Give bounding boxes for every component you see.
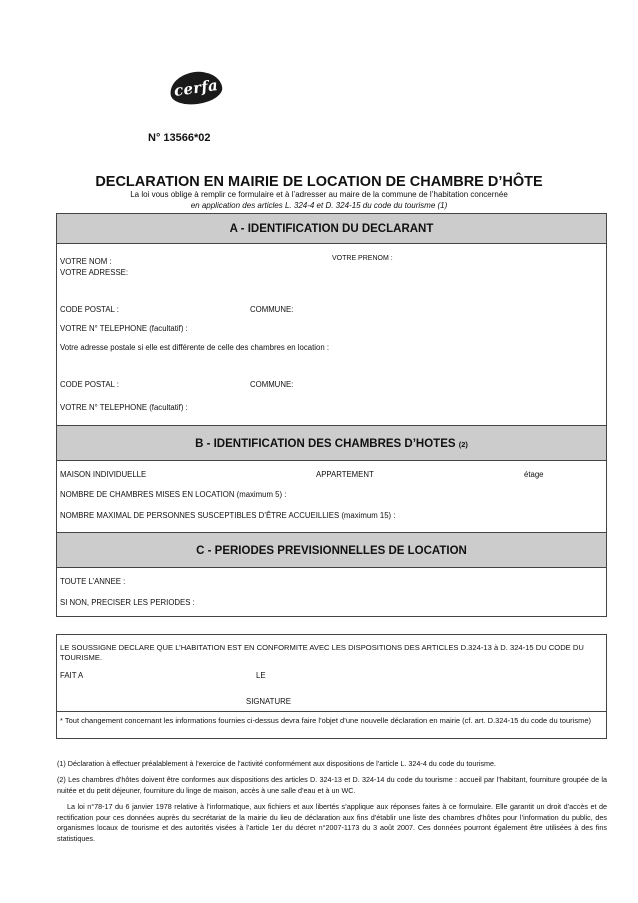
si-non-label: SI NON, PRECISER LES PERIODES :: [60, 598, 195, 607]
adresse-postale-label: Votre adresse postale si elle est différente de celle des chambres en location :: [60, 343, 330, 352]
section-b-heading-text: B - IDENTIFICATION DES CHAMBRES D’HOTES: [195, 438, 456, 450]
section-a-heading: A - IDENTIFICATION DU DECLARANT: [56, 213, 607, 244]
nom-label: VOTRE NOM :: [60, 257, 112, 266]
nb-chambres-label: NOMBRE DE CHAMBRES MISES EN LOCATION (maximum 5) :: [60, 490, 287, 499]
etage-label: étage: [524, 470, 544, 479]
section-a-box: [56, 243, 607, 426]
toute-annee-label: TOUTE L’ANNEE :: [60, 577, 126, 586]
footnote-3: La loi n°78-17 du 6 janvier 1978 relative à l’informatique, aux fichiers et aux libertés s’applique aux réponses faites à ce formulaire. Elle garantit un droit d’accès et de rectification pour ces données auprès du secrétariat de la mairie du lieu de déclaration aux fins d’établir une liste des chambres d’hôtes pour l’information du public, des organismes locaux de tourisme et des autorités visées à l’article 1er du décret n°2007-1173 du 3 août 2007. Ces données pourront également être utilisées à des fins statistiques.: [57, 802, 607, 843]
adresse-label: VOTRE ADRESSE:: [60, 268, 129, 277]
telephone-label-1: VOTRE N° TELEPHONE (facultatif) :: [60, 324, 188, 333]
appartement-label: APPARTEMENT: [316, 470, 374, 479]
nb-personnes-label: NOMBRE MAXIMAL DE PERSONNES SUSCEPTIBLES D’ÊTRE ACCUEILLIES (maximum 15) :: [60, 511, 396, 520]
le-label: LE: [256, 671, 266, 680]
change-note: * Tout changement concernant les informations fournies ci-dessus devra faire l’objet d’une nouvelle déclaration en mairie (cf. art. D.324-15 du code du tourisme): [60, 716, 591, 725]
commune-label-1: COMMUNE:: [250, 305, 294, 314]
section-b-heading-note: (2): [458, 440, 468, 449]
section-c-box: [56, 567, 607, 617]
signature-label: SIGNATURE: [246, 697, 291, 706]
footnote-1: (1) Déclaration à effectuer préalablement à l’exercice de l’activité conformément aux dispositions de l’article L. 324-4 du code du tourisme.: [57, 759, 496, 768]
subtitle-line-1: La loi vous oblige à remplir ce formulaire et à l’adresser au maire de la commune de l’habitation concernée: [130, 190, 508, 199]
form-number: N° 13566*02: [148, 132, 211, 144]
subtitle-line-2: en application des articles L. 324-4 et D. 324-15 du code du tourisme (1): [190, 201, 448, 210]
maison-label: MAISON INDIVIDUELLE: [60, 470, 147, 479]
cerfa-logo: [168, 69, 224, 108]
section-b-heading: [56, 425, 607, 461]
code-postal-label-2: CODE POSTAL :: [60, 380, 119, 389]
footnote-2: (2) Les chambres d’hôtes doivent être conformes aux dispositions des articles D. 324-13 et D. 324-14 du code du tourisme : accueil par l’habitant, fourniture groupée de la nuitée et du petit déjeuner, fourniture du linge de maison, accès à une salle d’eau et à un WC.: [57, 775, 607, 795]
commune-label-2: COMMUNE:: [250, 380, 294, 389]
cerfa-logo-text: cerfa: [172, 76, 220, 100]
fait-a-label: FAIT A: [60, 671, 84, 680]
section-c-heading: C - PERIODES PREVISIONNELLES DE LOCATION: [56, 532, 607, 568]
telephone-label-2: VOTRE N° TELEPHONE (facultatif) :: [60, 403, 188, 412]
declaration-statement: LE SOUSSIGNE DECLARE QUE L’HABITATION EST EN CONFORMITE AVEC LES DISPOSITIONS DES ARTICLES D.324-13 à D. 324-15 DU CODE DU TOURISME.: [60, 643, 584, 662]
prenom-label: VOTRE PRENOM :: [332, 255, 393, 262]
code-postal-label-1: CODE POSTAL :: [60, 305, 119, 314]
declaration-divider: [56, 711, 607, 712]
page-title: DECLARATION EN MAIRIE DE LOCATION DE CHAMBRE D’HÔTE: [95, 174, 543, 190]
